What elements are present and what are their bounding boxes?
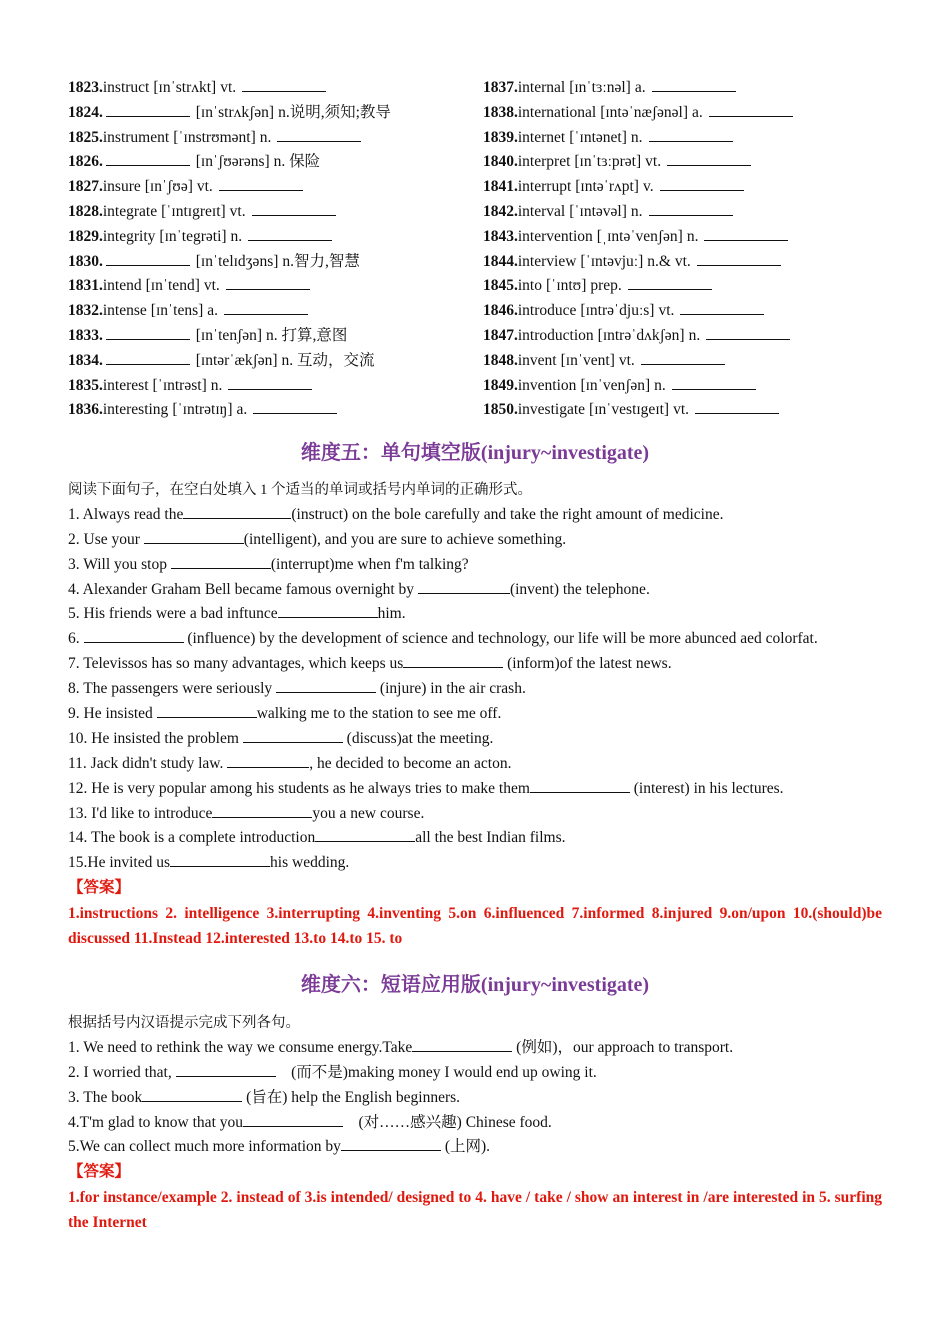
entry-pos: n. 互动，交流 xyxy=(281,351,375,369)
fill-blank[interactable] xyxy=(212,803,312,818)
entry-number: 1845. xyxy=(483,277,518,295)
entry-number: 1823. xyxy=(68,79,103,96)
item-text-after: (例如)，our approach to transport. xyxy=(512,1038,734,1056)
vocab-entry xyxy=(68,126,483,151)
vocab-entry xyxy=(68,398,483,423)
vocab-entry xyxy=(483,274,898,299)
vocab-entry xyxy=(483,324,898,349)
entry-number: 1830. xyxy=(68,252,103,270)
section5-answer: 1.instructions 2. intelligence 3.interrupting 4.inventing 5.on 6.influenced 7.informed 8.injured 9.on/upon 10.(should)be discussed 11.Instead 12.interested 13.to 14.to 15. to xyxy=(68,905,882,948)
vocab-entry xyxy=(68,76,483,101)
entry-number: 1831. xyxy=(68,277,103,295)
entry-number: 1850. xyxy=(483,401,518,419)
item-text-before: 13. I'd like to introduce xyxy=(68,804,213,822)
vocab-entry xyxy=(68,274,483,299)
entry-phonetic: [ɪntəˈrʌpt] xyxy=(575,178,639,196)
vocab-entry xyxy=(483,200,898,225)
fill-blank[interactable] xyxy=(315,827,415,842)
entry-number: 1841. xyxy=(483,178,518,196)
section6-instruction: 根据括号内汉语提示完成下列各句。 xyxy=(68,1015,300,1031)
entry-pos: vt. xyxy=(618,351,635,369)
vocab-row xyxy=(68,374,898,399)
entry-number: 1826. xyxy=(68,153,103,171)
answer-blank[interactable] xyxy=(228,374,312,390)
entry-pos: vt. xyxy=(196,178,213,196)
section5-title: 维度五：单句填空版(injury~investigate) xyxy=(300,442,650,464)
vocab-entry xyxy=(483,398,898,423)
entry-number: 1837. xyxy=(483,79,518,96)
entry-number: 1827. xyxy=(68,178,103,196)
vocab-row xyxy=(68,324,898,349)
fill-blank[interactable] xyxy=(278,603,378,618)
answer-blank[interactable] xyxy=(649,200,733,216)
answer-blank[interactable] xyxy=(649,126,733,142)
entry-number: 1828. xyxy=(68,202,103,220)
vocabulary-list xyxy=(68,76,898,423)
item-text-after: (injure) in the air crash. xyxy=(376,680,526,698)
answer-blank[interactable] xyxy=(248,225,332,241)
answer-blank[interactable] xyxy=(706,324,790,340)
entry-phonetic: [ˈɪntɪgreɪt] xyxy=(161,202,226,220)
entry-pos: vt. xyxy=(203,277,220,295)
entry-word: instruct xyxy=(102,79,150,96)
entry-number: 1832. xyxy=(68,302,103,320)
entry-phonetic: [ɪnˈʃʊə] xyxy=(144,178,193,196)
entry-phonetic: [ɪnˈʃʊərəns] xyxy=(195,153,270,171)
vocab-entry xyxy=(483,101,898,126)
section5-instruction: 阅读下面句子，在空白处填入 1 个适当的单词或括号内单词的正确形式。 xyxy=(68,482,532,498)
entry-pos: n.说明,须知;教导 xyxy=(278,103,391,121)
answer-blank[interactable] xyxy=(695,398,779,414)
answer-blank[interactable] xyxy=(660,175,744,191)
section6-answer: 1.for instance/example 2. instead of 3.is intended/ designed to 4. have / take / show an interest in /are interested in 5. surfing the Internet xyxy=(68,1189,882,1232)
entry-phonetic: [ˈɪntənet] xyxy=(569,128,627,146)
item-text-after: , he decided to become an acton. xyxy=(309,754,512,772)
entry-phonetic: [ɪnˈtelɪdʒəns] xyxy=(195,252,279,270)
exercise-item xyxy=(68,652,888,677)
entry-phonetic: [ɪntrəˈdjuːs] xyxy=(580,302,655,320)
answer-blank[interactable] xyxy=(704,225,788,241)
item-text-before: 2. Use your xyxy=(68,530,144,548)
entry-number: 1849. xyxy=(483,376,518,394)
entry-pos: n. 打算,意图 xyxy=(266,326,348,344)
exercise-item xyxy=(68,1036,888,1061)
entry-word: investigate xyxy=(517,401,586,419)
entry-phonetic: [ɪnˈtenʃən] xyxy=(195,326,263,344)
entry-pos: n. xyxy=(686,227,699,245)
exercise-item xyxy=(68,627,888,652)
section5-answer-tag: 【答案】 xyxy=(68,879,131,897)
entry-number: 1847. xyxy=(483,326,518,344)
entry-word: intervention xyxy=(517,227,593,245)
vocab-entry xyxy=(483,374,898,399)
section6-block xyxy=(68,1011,888,1235)
answer-blank[interactable] xyxy=(224,299,308,315)
section6-answer-tag: 【答案】 xyxy=(68,1163,131,1181)
item-text-before: 1. Always read the xyxy=(68,505,184,523)
entry-word: integrity xyxy=(102,227,156,245)
fill-blank[interactable] xyxy=(341,1136,441,1151)
fill-blank[interactable] xyxy=(142,1087,242,1102)
entry-word: interview xyxy=(517,252,577,270)
entry-word: instrument xyxy=(102,128,170,146)
entry-pos: vt. xyxy=(645,153,662,171)
fill-blank[interactable] xyxy=(418,579,510,594)
entry-number: 1838. xyxy=(483,103,518,121)
entry-phonetic: [ˈɪntrəst] xyxy=(152,376,207,394)
fill-blank[interactable] xyxy=(243,728,343,743)
item-text-after: walking me to the station to see me off. xyxy=(256,705,502,723)
fill-blank[interactable] xyxy=(170,852,270,867)
entry-number: 1824. xyxy=(68,103,103,121)
fill-blank[interactable] xyxy=(227,753,309,768)
vocab-row xyxy=(68,225,898,250)
fill-blank[interactable] xyxy=(412,1037,512,1052)
entry-pos: n. xyxy=(210,376,223,394)
entry-phonetic: [ɪnˈtɜːnəl] xyxy=(569,79,631,96)
vocab-entry xyxy=(483,150,898,175)
entry-number: 1834. xyxy=(68,351,103,369)
vocab-row xyxy=(68,274,898,299)
entry-word: internet xyxy=(517,128,566,146)
item-text-after: him. xyxy=(377,605,406,623)
vocab-entry xyxy=(68,175,483,200)
vocab-entry xyxy=(68,250,483,275)
item-text-before: 9. He insisted xyxy=(68,705,157,723)
entry-phonetic: [ɪntəˈnæʃənəl] xyxy=(600,103,689,121)
exercise-item xyxy=(68,1061,888,1086)
item-text-after: (interrupt)me when f'm talking? xyxy=(270,555,469,573)
vocab-entry xyxy=(68,374,483,399)
exercise-item xyxy=(68,528,888,553)
entry-phonetic: [ɪnˈtegrəti] xyxy=(159,227,227,245)
entry-word: interrupt xyxy=(517,178,572,196)
answer-blank[interactable] xyxy=(106,101,190,117)
entry-phonetic: [ˈɪntəvjuː] xyxy=(580,252,644,270)
vocab-row xyxy=(68,150,898,175)
entry-number: 1835. xyxy=(68,376,103,394)
item-text-before: 1. We need to rethink the way we consume energy.Take xyxy=(68,1038,413,1056)
exercise-item xyxy=(68,752,888,777)
item-text-after: all the best Indian films. xyxy=(415,829,566,847)
vocab-entry xyxy=(68,101,483,126)
vocab-entry xyxy=(68,200,483,225)
fill-blank[interactable] xyxy=(144,529,244,544)
item-text-before: 15.He invited us xyxy=(68,854,171,872)
item-text-before: 8. The passengers were seriously xyxy=(68,680,277,698)
section5-items xyxy=(68,503,888,876)
entry-pos: n. xyxy=(230,227,243,245)
vocab-entry xyxy=(483,225,898,250)
vocab-entry xyxy=(483,349,898,374)
entry-number: 1848. xyxy=(483,351,518,369)
entry-pos: prep. xyxy=(590,277,622,295)
entry-word: international xyxy=(517,103,597,121)
exercise-item xyxy=(68,826,888,851)
entry-phonetic: [ɪnˈtɜːprət] xyxy=(574,153,642,171)
entry-word: internal xyxy=(517,79,566,96)
item-text-after: (discuss)at the meeting. xyxy=(342,729,494,747)
entry-word: intense xyxy=(102,302,147,320)
answer-blank[interactable] xyxy=(106,250,190,266)
item-text-after: his wedding. xyxy=(270,854,350,872)
entry-number: 1825. xyxy=(68,128,103,146)
item-text-after: (instruct) on the bole carefully and take the right amount of medicine. xyxy=(291,505,724,523)
entry-word: insure xyxy=(102,178,141,196)
entry-word: integrate xyxy=(102,202,158,220)
answer-blank[interactable] xyxy=(680,299,764,315)
entry-word: into xyxy=(517,277,542,295)
entry-pos: n. xyxy=(259,128,272,146)
entry-number: 1829. xyxy=(68,227,103,245)
entry-phonetic: [ɪnˈvestɪgeɪt] xyxy=(589,401,670,419)
entry-word: interest xyxy=(102,376,149,394)
vocab-entry xyxy=(68,324,483,349)
exercise-item xyxy=(68,1111,888,1136)
vocab-row xyxy=(68,349,898,374)
entry-number: 1840. xyxy=(483,153,518,171)
fill-blank[interactable] xyxy=(157,703,257,718)
entry-word: introduction xyxy=(517,326,594,344)
entry-phonetic: [ɪnˈtend] xyxy=(145,277,200,295)
item-text-before: 3. Will you stop xyxy=(68,555,171,573)
entry-pos: vt. xyxy=(220,79,237,96)
vocab-row xyxy=(68,250,898,275)
answer-blank[interactable] xyxy=(242,76,326,92)
entry-word: interpret xyxy=(517,153,571,171)
fill-blank[interactable] xyxy=(243,1112,343,1127)
entry-number: 1846. xyxy=(483,302,518,320)
exercise-item xyxy=(68,677,888,702)
vocab-row xyxy=(68,76,898,101)
entry-pos: a. xyxy=(692,103,703,121)
exercise-item xyxy=(68,777,888,802)
answer-blank[interactable] xyxy=(106,150,190,166)
fill-blank[interactable] xyxy=(530,778,630,793)
answer-blank[interactable] xyxy=(226,274,310,290)
vocab-entry xyxy=(483,250,898,275)
entry-number: 1833. xyxy=(68,326,103,344)
answer-blank[interactable] xyxy=(628,274,712,290)
entry-phonetic: [ɪnˈvent] xyxy=(560,351,615,369)
item-text-before: 2. I worried that, xyxy=(68,1063,176,1081)
entry-phonetic: [ˈɪntrətɪŋ] xyxy=(172,401,233,419)
entry-phonetic: [ɪnˈvenʃən] xyxy=(580,376,651,394)
entry-pos: v. xyxy=(642,178,654,196)
answer-blank[interactable] xyxy=(106,324,190,340)
vocab-entry xyxy=(68,299,483,324)
answer-blank[interactable] xyxy=(641,349,725,365)
item-text-after: (influence) by the development of science and technology, our life will be more abunced aed colorfat. xyxy=(183,630,818,648)
vocab-entry xyxy=(483,175,898,200)
answer-blank[interactable] xyxy=(219,175,303,191)
item-text-before: 5.We can collect much more information by xyxy=(68,1138,341,1156)
fill-blank[interactable] xyxy=(171,554,271,569)
entry-phonetic: [ɪnˈstrʌkʃən] xyxy=(195,103,275,121)
vocab-entry xyxy=(483,76,898,101)
section5-block xyxy=(68,478,888,951)
item-text-before: 10. He insisted the problem xyxy=(68,729,243,747)
vocab-entry xyxy=(483,299,898,324)
item-text-after: (interest) in his lectures. xyxy=(629,779,784,797)
entry-number: 1844. xyxy=(483,252,518,270)
item-text-before: 6. xyxy=(68,630,84,648)
exercise-item xyxy=(68,578,888,603)
vocab-entry xyxy=(68,150,483,175)
entry-pos: vt. xyxy=(658,302,675,320)
section6-title: 维度六：短语应用版(injury~investigate) xyxy=(300,974,650,996)
answer-blank[interactable] xyxy=(106,349,190,365)
item-text-before: 11. Jack didn't study law. xyxy=(68,754,228,772)
entry-number: 1836. xyxy=(68,401,103,419)
entry-phonetic: [ˌɪntəˈvenʃən] xyxy=(596,227,683,245)
entry-word: invention xyxy=(517,376,577,394)
exercise-item xyxy=(68,727,888,752)
answer-blank[interactable] xyxy=(672,374,756,390)
entry-pos: n. xyxy=(630,202,643,220)
entry-word: intend xyxy=(102,277,142,295)
answer-blank[interactable] xyxy=(252,200,336,216)
exercise-item xyxy=(68,553,888,578)
entry-pos: a. xyxy=(236,401,248,419)
entry-word: interesting xyxy=(102,401,169,419)
answer-blank[interactable] xyxy=(652,76,736,92)
answer-blank[interactable] xyxy=(277,126,361,142)
exercise-item xyxy=(68,1135,888,1160)
exercise-item xyxy=(68,1086,888,1111)
entry-pos: vt. xyxy=(229,202,246,220)
entry-phonetic: [ˈɪntʊ] xyxy=(546,277,587,295)
answer-blank[interactable] xyxy=(253,398,337,414)
item-text-after: (旨在) help the English beginners. xyxy=(242,1088,461,1106)
answer-blank[interactable] xyxy=(697,250,781,266)
answer-blank[interactable] xyxy=(667,150,751,166)
entry-phonetic: [ɪntrəˈdʌkʃən] xyxy=(597,326,685,344)
item-text-before: 14. The book is a complete introduction xyxy=(68,829,316,847)
vocab-row xyxy=(68,200,898,225)
item-text-before: 3. The book xyxy=(68,1088,143,1106)
entry-phonetic: [ɪnˈtens] xyxy=(150,302,204,320)
entry-pos: vt. xyxy=(673,401,690,419)
entry-number: 1839. xyxy=(483,128,518,146)
item-text-before: 12. He is very popular among his students as he always tries to make them xyxy=(68,779,530,797)
item-text-before: 4.T'm glad to know that you xyxy=(68,1113,243,1131)
item-text-after: (invent) the telephone. xyxy=(509,580,650,598)
entry-pos: a. xyxy=(207,302,219,320)
section6-items xyxy=(68,1036,888,1160)
item-text-before: 4. Alexander Graham Bell became famous overnight by xyxy=(68,580,418,598)
item-text-after: (上网). xyxy=(440,1138,491,1156)
entry-phonetic: [ɪnˈstrʌkt] xyxy=(153,79,217,96)
vocab-row xyxy=(68,126,898,151)
entry-pos: n. xyxy=(654,376,666,394)
fill-blank[interactable] xyxy=(183,504,291,519)
fill-blank[interactable] xyxy=(276,678,376,693)
vocab-entry xyxy=(68,349,483,374)
entry-word: invent xyxy=(517,351,557,369)
entry-pos: n.& vt. xyxy=(647,252,691,270)
entry-word: introduce xyxy=(517,302,577,320)
fill-blank[interactable] xyxy=(176,1062,276,1077)
item-text-before: 5. His friends were a bad inftunce xyxy=(68,605,278,623)
entry-phonetic: [ˈɪntəvəl] xyxy=(569,202,627,220)
entry-pos: n. xyxy=(630,128,643,146)
entry-number: 1842. xyxy=(483,202,518,220)
item-text-after: (对……感兴趣) Chinese food. xyxy=(343,1113,552,1131)
vocab-row xyxy=(68,398,898,423)
entry-pos: n. xyxy=(688,326,701,344)
item-text-before: 7. Televissos has so many advantages, which keeps us xyxy=(68,655,404,673)
exercise-item xyxy=(68,702,888,727)
fill-blank[interactable] xyxy=(84,628,184,643)
entry-pos: n. 保险 xyxy=(273,153,321,171)
vocab-entry xyxy=(68,225,483,250)
answer-blank[interactable] xyxy=(709,101,793,117)
entry-word: interval xyxy=(517,202,566,220)
vocab-entry xyxy=(483,126,898,151)
exercise-item xyxy=(68,851,888,876)
item-text-after: (而不是)making money I would end up owing it. xyxy=(275,1063,597,1081)
fill-blank[interactable] xyxy=(403,653,503,668)
entry-pos: n.智力,智慧 xyxy=(282,252,360,270)
vocab-row xyxy=(68,101,898,126)
entry-phonetic: [ɪntərˈækʃən] xyxy=(195,351,278,369)
exercise-item xyxy=(68,602,888,627)
entry-number: 1843. xyxy=(483,227,518,245)
item-text-after: you a new course. xyxy=(312,804,425,822)
entry-phonetic: [ˈɪnstrʊmənt] xyxy=(173,128,256,146)
item-text-after: (intelligent), and you are sure to achieve something. xyxy=(243,530,567,548)
entry-pos: a. xyxy=(634,79,646,96)
vocab-row xyxy=(68,299,898,324)
item-text-after: (inform)of the latest news. xyxy=(503,655,672,673)
exercise-item xyxy=(68,802,888,827)
exercise-item xyxy=(68,503,888,528)
vocab-row xyxy=(68,175,898,200)
